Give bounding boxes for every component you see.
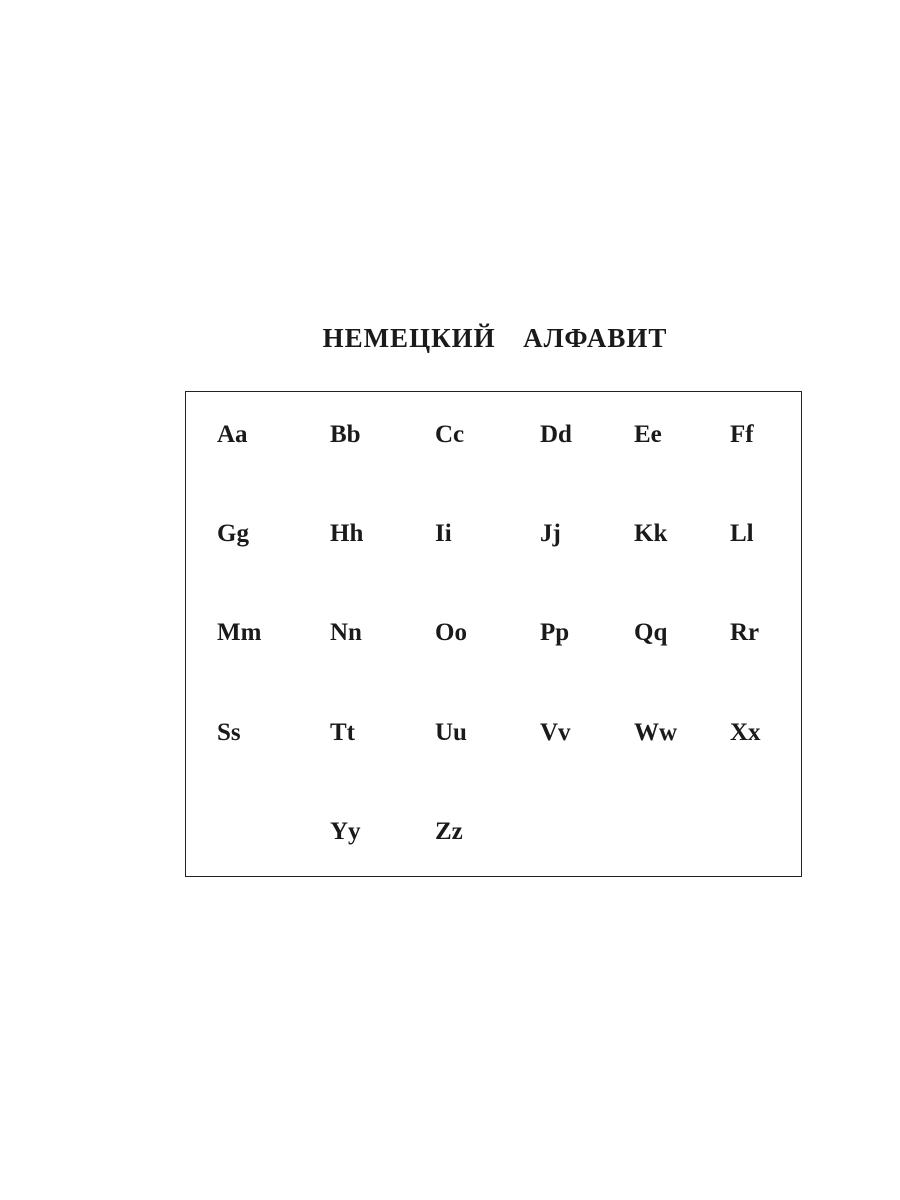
letter-d: Dd [540,421,572,448]
letter-v: Vv [540,719,571,746]
letter-x: Xx [730,719,761,746]
letter-m: Mm [217,619,262,646]
letter-e: Ee [634,421,662,448]
letter-w: Ww [634,719,678,746]
letter-q: Qq [634,619,668,646]
alphabet-table [185,391,802,877]
letter-s: Ss [217,719,241,746]
letter-o: Oo [435,619,467,646]
letter-p: Pp [540,619,570,646]
letter-u: Uu [435,719,467,746]
letter-h: Hh [330,520,364,547]
letter-k: Kk [634,520,668,547]
letter-n: Nn [330,619,362,646]
letter-i: Ii [435,520,452,547]
letter-c: Cc [435,421,465,448]
letter-y: Yy [330,818,361,845]
letter-t: Tt [330,719,355,746]
letter-z: Zz [435,818,463,845]
letter-f: Ff [730,421,754,448]
letter-j: Jj [540,520,561,547]
letter-r: Rr [730,619,760,646]
letter-b: Bb [330,421,361,448]
letter-a: Aa [217,421,248,448]
letter-g: Gg [217,520,249,547]
letter-l: Ll [730,520,754,547]
page-title: НЕМЕЦКИЙ АЛФАВИТ [322,323,668,353]
